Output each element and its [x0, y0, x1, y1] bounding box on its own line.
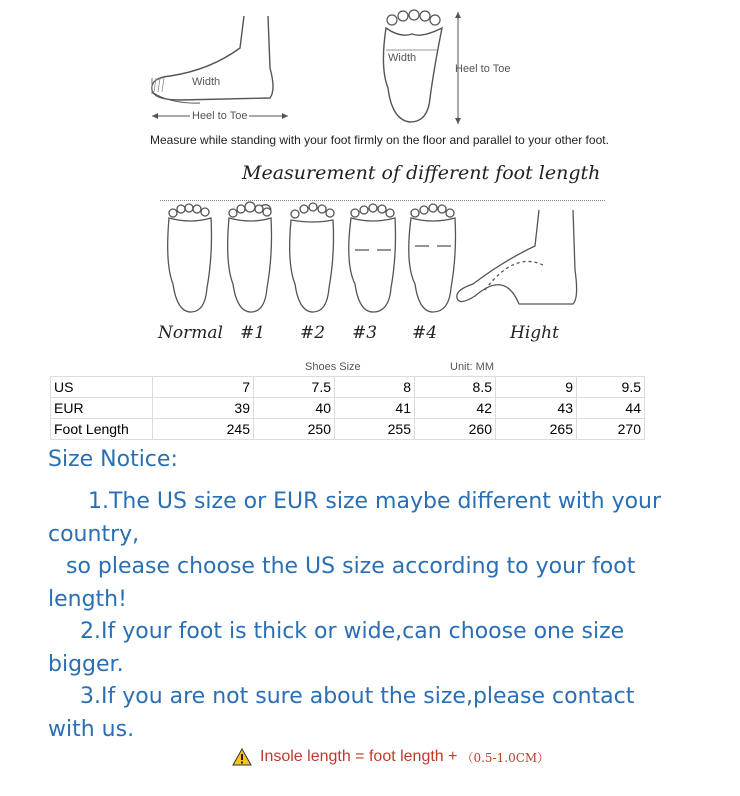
table-cell: 8: [335, 377, 415, 398]
side-heel-label: Heel to Toe: [192, 110, 248, 122]
table-cell: 8.5: [415, 377, 496, 398]
table-caption-shoes-size: Shoes Size: [305, 361, 361, 373]
table-row: [51, 377, 645, 398]
notice-line-7: 3.If you are not sure about the size,please contact: [80, 684, 635, 709]
table-cell: 40: [254, 398, 335, 419]
insole-range: （0.5-1.0CM）: [461, 750, 550, 765]
table-cell: 9: [496, 377, 577, 398]
table-cell: 42: [415, 398, 496, 419]
table-cell: 255: [335, 419, 415, 440]
table-cell: 250: [254, 419, 335, 440]
foot-label-4: #4: [412, 323, 438, 343]
table-cell: 44: [577, 398, 645, 419]
notice-line-3: so please choose the US size according to your foot: [66, 554, 636, 579]
notice-line-8: with us.: [48, 717, 135, 742]
notice-line-1: 1.The US size or EUR size maybe different with your: [88, 489, 662, 514]
foot-label-2: #2: [300, 323, 326, 343]
notice-line-6: bigger.: [48, 652, 124, 677]
table-cell: 9.5: [577, 377, 645, 398]
table-cell: 245: [153, 419, 254, 440]
warning-icon: [232, 748, 252, 766]
table-cell: 43: [496, 398, 577, 419]
table-cell: 260: [415, 419, 496, 440]
notice-line-5: 2.If your foot is thick or wide,can choose one size: [80, 619, 625, 644]
table-caption-unit: Unit: MM: [450, 361, 494, 373]
row-label: US: [51, 377, 153, 398]
top-width-label: Width: [388, 52, 417, 64]
measure-instruction: Measure while standing with your foot firmly on the floor and parallel to your other foot.: [150, 133, 609, 147]
size-table: [50, 376, 645, 440]
notice-line-2: country,: [48, 522, 140, 547]
foot-label-1: #1: [240, 323, 266, 343]
foot-label-3: #3: [352, 323, 378, 343]
foot-shapes: [155, 196, 605, 324]
table-cell: 270: [577, 419, 645, 440]
table-cell: 265: [496, 419, 577, 440]
row-label: Foot Length: [51, 419, 153, 440]
table-cell: 41: [335, 398, 415, 419]
top-heel-label: Heel to Toe: [455, 63, 511, 75]
row-label: EUR: [51, 398, 153, 419]
table-row: [51, 419, 645, 440]
table-row: [51, 398, 645, 419]
measurement-title: Measurement of different foot length: [242, 162, 601, 184]
side-width-label: Width: [192, 76, 221, 88]
table-cell: 7.5: [254, 377, 335, 398]
notice-line-4: length!: [48, 587, 127, 612]
table-cell: 7: [153, 377, 254, 398]
table-cell: 39: [153, 398, 254, 419]
insole-note: [232, 748, 549, 766]
insole-text: Insole length = foot length +: [260, 748, 458, 765]
size-notice-heading: Size Notice:: [48, 447, 178, 472]
foot-label-normal: Normal: [158, 323, 223, 343]
foot-label-hight: Hight: [510, 323, 559, 343]
